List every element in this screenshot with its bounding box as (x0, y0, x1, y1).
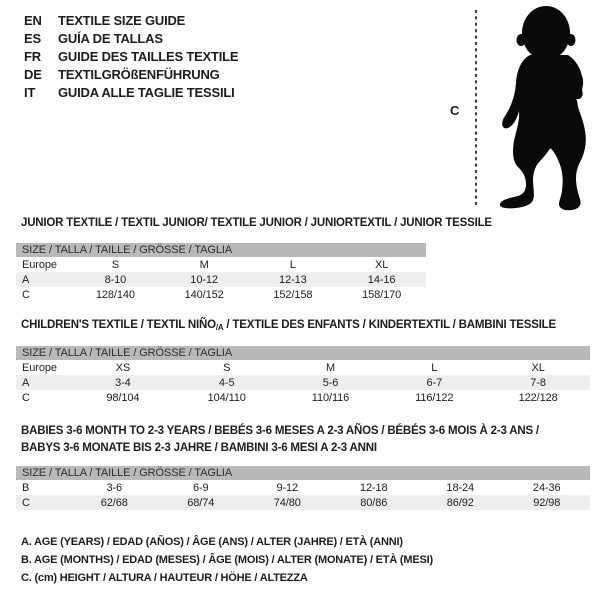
age-cell: 8-10 (104, 273, 127, 286)
guide-title-es: GUÍA DE TALLAS (58, 31, 163, 46)
height-cell: 86/92 (446, 496, 474, 509)
row-label: C (22, 496, 30, 509)
language-title-block (24, 12, 238, 102)
toddler-silhouette-icon (466, 3, 600, 213)
table-row (16, 360, 590, 375)
table-row (16, 257, 426, 272)
language-row-fr (24, 48, 238, 66)
note-height-cm: C. (cm) HEIGHT / ALTURA / HAUTEUR / HÖHE / ALTEZZA (21, 572, 308, 584)
height-cell: 62/68 (100, 496, 128, 509)
babies-table-title (21, 423, 539, 457)
note-age-years: A. AGE (YEARS) / EDAD (AÑOS) / ÂGE (ANS) / ALTER (JAHRE) / ETÀ (ANNI) (21, 536, 403, 548)
row-label: B (22, 481, 30, 494)
language-code: DE (24, 67, 42, 82)
guide-title-it: GUIDA ALLE TAGLIE TESSILI (58, 85, 235, 100)
age-cell: 10-12 (190, 273, 218, 286)
age-cell: 12-13 (279, 273, 307, 286)
age-cell: 18-24 (446, 481, 475, 494)
age-cell: 7-8 (530, 376, 546, 389)
size-cell: XL (531, 361, 545, 374)
junior-size-table (16, 243, 426, 302)
children-table-title: CHILDREN'S TEXTILE / TEXTIL $NIÑO_{/A}$ / TEXTILE DES ENFANTS / KINDERTEXTIL / BAMBINI TESSILE (21, 319, 556, 332)
height-cell: 98/104 (106, 391, 140, 404)
size-cell: S (223, 361, 231, 374)
language-row-en (24, 12, 238, 30)
table-row (16, 287, 426, 302)
age-cell: 12-18 (359, 481, 388, 494)
table-row (16, 272, 426, 287)
size-cell: L (289, 258, 296, 271)
age-cell: 5-6 (322, 376, 339, 389)
guide-title-fr: GUIDE DES TAILLES TEXTILE (58, 49, 239, 64)
age-cell: 4-5 (218, 376, 235, 389)
height-cell: 68/74 (187, 496, 215, 509)
guide-title-en: TEXTILE SIZE GUIDE (58, 13, 186, 28)
size-header-bar: SIZE / TALLA / TAILLE / GRÖSSE / TAGLIA (16, 346, 590, 360)
age-cell: 9-12 (276, 481, 299, 494)
babies-title-line1: BABIES 3-6 MONTH TO 2-3 YEARS / BEBÉS 3-6 MESES A 2-3 AÑOS / BÉBÉS 3-6 MOIS À 2-3 ANS / (21, 425, 539, 437)
legend-notes (21, 533, 433, 587)
size-cell: L (431, 361, 438, 374)
table-row (16, 495, 590, 510)
age-cell: 6-7 (426, 376, 443, 389)
height-cell: 122/128 (518, 391, 558, 404)
height-label-c: C (450, 103, 460, 118)
language-code: IT (24, 85, 36, 100)
row-label: C (22, 288, 30, 301)
height-cell: 152/158 (273, 288, 313, 301)
height-cell: 92/98 (533, 496, 561, 509)
junior-table-title: JUNIOR TEXTILE / TEXTIL JUNIOR/ TEXTILE JUNIOR / JUNIORTEXTIL / JUNIOR TESSILE (21, 217, 492, 229)
height-cell: 74/80 (273, 496, 301, 509)
age-cell: 3-4 (115, 376, 131, 389)
size-cell: XL (374, 258, 389, 271)
age-cell: 6-9 (192, 481, 209, 494)
table-row (16, 390, 590, 405)
babies-title-line2: BABYS 3-6 MONATE BIS 2-3 JAHRE / BAMBINI 3-6 MESI A 2-3 ANNI (21, 442, 377, 454)
guide-title-de: TEXTILGRÖßENFÜHRUNG (58, 67, 220, 82)
size-cell: S (111, 258, 119, 271)
table-row (16, 480, 590, 495)
age-cell: 24-36 (532, 481, 561, 494)
language-code: FR (24, 49, 41, 64)
table-row (16, 375, 590, 390)
language-row-de (24, 66, 238, 84)
height-cell: 158/170 (362, 288, 402, 301)
row-label: A (22, 273, 30, 286)
height-cell: 116/122 (415, 391, 454, 404)
size-cell: M (325, 361, 336, 374)
language-row-it (24, 84, 238, 102)
babies-size-table (16, 466, 590, 510)
age-cell: 3-6 (106, 481, 123, 494)
row-label: C (22, 391, 30, 404)
height-cell: 104/110 (207, 391, 246, 404)
row-label: Europe (22, 361, 57, 374)
height-figure-area (440, 0, 600, 215)
size-cell: M (199, 258, 209, 271)
title-subscript: /A (215, 323, 224, 332)
age-cell: 14-16 (367, 273, 396, 286)
size-header-bar: SIZE / TALLA / TAILLE / GRÖSSE / TAGLIA (16, 243, 426, 257)
note-age-months: B. AGE (MONTHS) / EDAD (MESES) / ÂGE (MOIS) / ALTER (MONATE) / ETÀ (MESI) (21, 554, 433, 566)
height-cell: 80/86 (360, 496, 388, 509)
language-code: ES (24, 31, 41, 46)
row-label: A (22, 376, 30, 389)
size-header-bar: SIZE / TALLA / TAILLE / GRÖSSE / TAGLIA (16, 466, 590, 480)
height-cell: 128/140 (95, 288, 135, 301)
height-cell: 110/116 (311, 391, 350, 404)
language-row-es (24, 30, 238, 48)
size-cell: XS (115, 361, 131, 374)
row-label: Europe (22, 258, 57, 271)
children-size-table (16, 346, 590, 405)
height-cell: 140/152 (184, 288, 224, 301)
language-code: EN (24, 13, 42, 28)
